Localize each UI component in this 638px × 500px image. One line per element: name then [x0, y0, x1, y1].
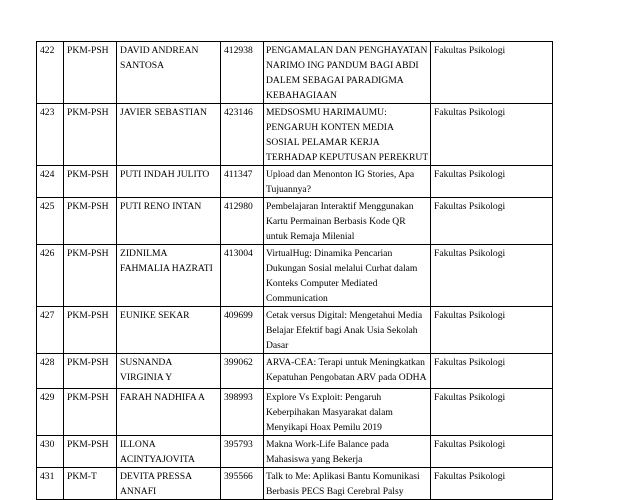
proposal-title-cell: MEDSOSMU HARIMAUMU: PENGARUH KONTEN MEDIA SOSIAL PELAMAR KERJA TERHADAP KEPUTUSAN PEREKRUT — [264, 104, 431, 166]
proposal-title-cell: Upload dan Menonton IG Stories, Apa Tujuannya? — [264, 166, 431, 198]
table-row — [37, 198, 553, 245]
proposal-title-cell: Pembelajaran Interaktif Menggunakan Kartu Permainan Berbasis Kode QR untuk Remaja Milenial — [264, 198, 431, 245]
student-name-cell: PUTI RENO INTAN — [117, 198, 221, 245]
table-body — [37, 42, 553, 500]
proposal-title-cell: VirtualHug: Dinamika Pencarian Dukungan Sosial melalui Curhat dalam Konteks Computer Mediated Communication — [264, 245, 431, 307]
scheme-cell: PKM-PSH — [64, 307, 117, 354]
table-row — [37, 468, 553, 500]
table-row — [37, 166, 553, 198]
faculty-cell: Fakultas Psikologi — [431, 436, 553, 468]
row-number-cell: 428 — [37, 354, 64, 389]
row-number-cell: 422 — [37, 42, 64, 104]
table-row — [37, 104, 553, 166]
proposal-id-cell: 399062 — [221, 354, 264, 389]
proposal-id-cell: 413004 — [221, 245, 264, 307]
scheme-cell: PKM-T — [64, 468, 117, 500]
row-number-cell: 425 — [37, 198, 64, 245]
row-number-cell: 427 — [37, 307, 64, 354]
proposal-id-cell: 412938 — [221, 42, 264, 104]
faculty-cell: Fakultas Psikologi — [431, 245, 553, 307]
scheme-cell: PKM-PSH — [64, 166, 117, 198]
table-row — [37, 42, 553, 104]
scheme-cell: PKM-PSH — [64, 389, 117, 436]
student-name-cell: DAVID ANDREAN SANTOSA — [117, 42, 221, 104]
faculty-cell: Fakultas Psikologi — [431, 166, 553, 198]
proposal-id-cell: 395566 — [221, 468, 264, 500]
proposal-id-cell: 395793 — [221, 436, 264, 468]
student-name-cell: SUSNANDA VIRGINIA Y — [117, 354, 221, 389]
table-row — [37, 307, 553, 354]
proposal-title-cell: ARVA-CEA: Terapi untuk Meningkatkan Kepatuhan Pengobatan ARV pada ODHA — [264, 354, 431, 389]
scheme-cell: PKM-PSH — [64, 354, 117, 389]
proposal-title-cell: Explore Vs Exploit: Pengaruh Keberpihakan Masyarakat dalam Menyikapi Hoax Pemilu 2019 — [264, 389, 431, 436]
table-row — [37, 354, 553, 389]
proposal-id-cell: 411347 — [221, 166, 264, 198]
faculty-cell: Fakultas Psikologi — [431, 354, 553, 389]
proposal-title-cell: Talk to Me: Aplikasi Bantu Komunikasi Berbasis PECS Bagi Cerebral Palsy — [264, 468, 431, 500]
scheme-cell: PKM-PSH — [64, 245, 117, 307]
row-number-cell: 429 — [37, 389, 64, 436]
scheme-cell: PKM-PSH — [64, 42, 117, 104]
proposal-id-cell: 409699 — [221, 307, 264, 354]
proposal-id-cell: 423146 — [221, 104, 264, 166]
row-number-cell: 430 — [37, 436, 64, 468]
table-row — [37, 245, 553, 307]
proposal-title-cell: Makna Work-Life Balance pada Mahasiswa yang Bekerja — [264, 436, 431, 468]
faculty-cell: Fakultas Psikologi — [431, 307, 553, 354]
faculty-cell: Fakultas Psikologi — [431, 389, 553, 436]
student-name-cell: JAVIER SEBASTIAN — [117, 104, 221, 166]
student-name-cell: PUTI INDAH JULITO — [117, 166, 221, 198]
row-number-cell: 423 — [37, 104, 64, 166]
table-row — [37, 436, 553, 468]
row-number-cell: 431 — [37, 468, 64, 500]
proposal-id-cell: 398993 — [221, 389, 264, 436]
faculty-cell: Fakultas Psikologi — [431, 198, 553, 245]
student-name-cell: DEVITA PRESSA ANNAFI — [117, 468, 221, 500]
proposal-table — [36, 41, 553, 500]
table-row — [37, 389, 553, 436]
row-number-cell: 426 — [37, 245, 64, 307]
student-name-cell: EUNIKE SEKAR — [117, 307, 221, 354]
row-number-cell: 424 — [37, 166, 64, 198]
proposal-title-cell: Cetak versus Digital: Mengetahui Media Belajar Efektif bagi Anak Usia Sekolah Dasar — [264, 307, 431, 354]
student-name-cell: ILLONA ACINTYAJOVITA — [117, 436, 221, 468]
student-name-cell: ZIDNILMA FAHMALIA HAZRATI — [117, 245, 221, 307]
proposal-id-cell: 412980 — [221, 198, 264, 245]
faculty-cell: Fakultas Psikologi — [431, 104, 553, 166]
scheme-cell: PKM-PSH — [64, 436, 117, 468]
scheme-cell: PKM-PSH — [64, 198, 117, 245]
faculty-cell: Fakultas Psikologi — [431, 42, 553, 104]
scheme-cell: PKM-PSH — [64, 104, 117, 166]
faculty-cell: Fakultas Psikologi — [431, 468, 553, 500]
student-name-cell: FARAH NADHIFA A — [117, 389, 221, 436]
proposal-title-cell: PENGAMALAN DAN PENGHAYATAN NARIMO ING PANDUM BAGI ABDI DALEM SEBAGAI PARADIGMA KEBAHAGIAAN — [264, 42, 431, 104]
